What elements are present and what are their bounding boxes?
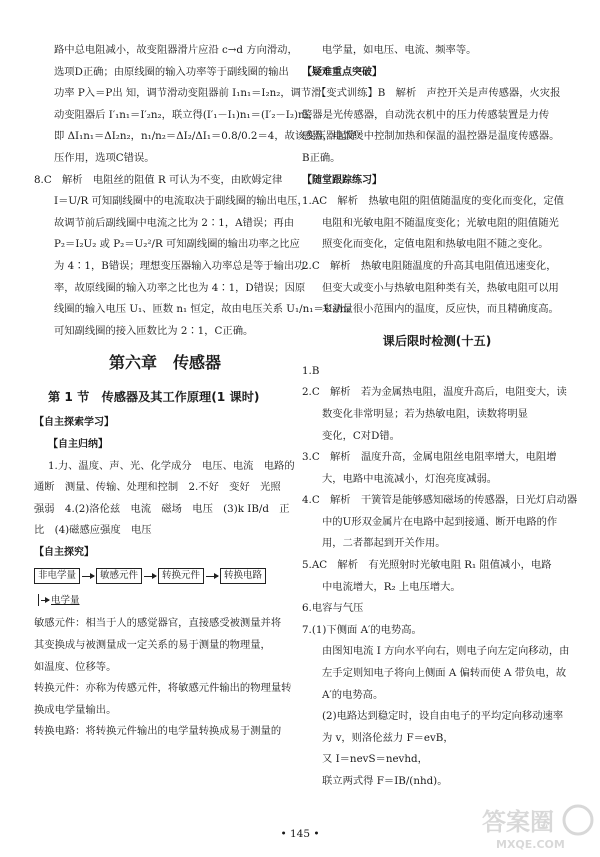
text-line: 7.(1)下侧面 A′的电势高。 (302, 623, 422, 636)
text-line: 强弱 4.(2)洛伦兹 电流 磁场 电压 (3)k IB/d 正 (34, 502, 290, 515)
text-line: 3.C 解析 温度升高，金属电阻丝电阻率增大，电阻增 (302, 451, 557, 464)
text-line: 路中总电阻减小，故变阻器滑片应沿 c→d 方向滑动， (54, 44, 298, 56)
text-line: 线圈的输入电压 U₁、匝数 n₁ 恒定，故由电压关系 U₁/n₁＝U₂/n₂ (54, 303, 351, 316)
text-line: 压作用，选项C错误。 (54, 151, 155, 164)
text-line: A′的电势高。 (322, 688, 384, 701)
chapter-title: 第六章 传感器 (108, 353, 221, 373)
text-line: 即 ΔI₁n₁＝ΔI₂n₂，n₁/n₂＝ΔI₂/ΔI₁＝0.8/0.2＝4，故该变压器起降 (54, 130, 357, 143)
text-line: 换成电学量输出。 (34, 703, 117, 716)
text-line: 【变式训练】B 解析 声控开关是声传感器，火灾报 (316, 87, 561, 100)
arrow-right-icon (206, 576, 218, 577)
bianshi-answer (302, 83, 572, 169)
text-line: 左手定则知电子将向上侧面 A 偏转而使 A 带负电，故 (322, 667, 567, 680)
flow-box-circuit: 转换电路 (220, 568, 266, 584)
page-number: • 145 • (280, 828, 320, 840)
flow-connector (38, 594, 39, 606)
text-line: 选项D正确；由原线圈的输入功率等于副线圈的输出 (54, 65, 289, 78)
text-line: 为 v，则洛伦兹力 F＝evB， (322, 731, 454, 744)
text-line: 1.B (302, 364, 320, 377)
heading-zizhu-tanjiu: 【自主探究】 (34, 546, 94, 558)
text-line: 感器，电饭煲中控制加热和保温的温控器是温度传感器。 (302, 130, 560, 143)
heading-zizhu-tansuo: 【自主探索学习】 (34, 417, 114, 429)
text-line: 但变大或变小与热敏电阻种类有关，热敏电阻可以用 (322, 281, 559, 294)
text-line: 敏感元件：相当于人的感觉器官，直接感受被测量并将 (34, 617, 282, 630)
text-line: 2.C 解析 热敏电阻随温度的升高其电阻值迅速变化， (302, 259, 557, 272)
section-title: 第 1 节 传感器及其工作原理(1 课时) (48, 390, 260, 405)
text-line: 通断 测量、传输、处理和控制 2.不好 变好 光照 (34, 481, 281, 494)
text-line: 可知副线圈的接入匝数比为 2∶1，C正确。 (54, 324, 254, 337)
right-column (302, 40, 578, 793)
text-line: 率，故原线圈的输入功率之比也为 4∶1，D错误；因原 (54, 281, 306, 294)
sensor-flow-diagram (34, 565, 296, 587)
arrow-right-icon (82, 576, 94, 577)
arrow-right-icon (41, 600, 49, 601)
flow-box-sensitive: 敏感元件 (96, 568, 142, 584)
text-line: 其变换成与被测量成一定关系的易于测量的物理量， (34, 639, 271, 652)
text-line: 比 (4)磁感应强度 电压 (34, 524, 152, 537)
text-line: 数变化非常明显；若为热敏电阻，读数将明显 (322, 407, 528, 420)
text-line: P₂＝I₂U₂ 或 P₂＝U₂²/R 可知副线圈的输出功率之比应 (54, 238, 300, 251)
text-line: B正确。 (302, 151, 341, 164)
text-line: 4.C 解析 干簧管是能够感知磁场的传感器，日光灯启动器 (302, 494, 578, 507)
text-line: (2)电路达到稳定时，设自由电子的平均定向移动速率 (322, 710, 564, 723)
text-line: 如温度、位移等。 (34, 660, 117, 673)
watermark-url: MXQE.COM (496, 838, 565, 851)
heading-yinan-tupo: 【疑难重点突破】 (302, 66, 382, 78)
flow-box-input: 非电学量 (34, 568, 80, 584)
jiance-answers (302, 361, 578, 793)
sensor-flow-output (34, 589, 296, 611)
text-line: 又 I＝nevS＝nevhd， (322, 753, 428, 766)
text-line: 8.C 解析 电阻丝的阻值 R 可认为不变，由欧姆定律 (34, 173, 283, 186)
text-line: 转换元件：亦称为传感元件，将敏感元件输出的物理量转 (34, 682, 292, 695)
text-line: 照变化而变化，定值电阻和热敏电阻不随之变化。 (322, 238, 549, 251)
text-line: 大，电路中电流减小，灯泡亮度减弱。 (322, 472, 498, 485)
watermark-text: 答案圈 (482, 808, 554, 836)
text-line: 中电流增大，R₂ 上电压增大。 (322, 580, 461, 593)
text-line: 1.AC 解析 热敏电阻的阻值随温度的变化而变化，定值 (302, 195, 564, 208)
heading-zizhu-guina: 【自主归纳】 (48, 438, 108, 450)
watermark-logo-icon (478, 800, 598, 852)
text-line: 电学量，如电压、电流、频率等。 (322, 44, 477, 56)
text-line: 用，二者都起到开关作用。 (322, 537, 446, 550)
tanjiu-text (34, 613, 296, 743)
text-line: 功率 P入＝P出 知，调节滑动变阻器前 I₁n₁＝I₂n₂，调节滑 (54, 87, 322, 100)
flow-output-label: 电学量 (51, 594, 80, 606)
exercise-title: 课后限时检测(十五) (382, 333, 492, 348)
text-line: 故调节前后副线圈中电流之比为 2∶1，A错误；再由 (54, 216, 295, 229)
text-line: 动变阻器后 I′₁n₁＝I′₂n₂，联立得(I′₁－I₁)n₁＝(I′₂－I₂)n₂， (54, 108, 320, 121)
guina-answers (34, 456, 296, 542)
text-line: 电阻和光敏电阻不随温度变化；光敏电阻的阻值随光 (322, 216, 559, 229)
text-line: 转换电路：将转换元件输出的电学量转换成易于测量的 (34, 725, 282, 738)
text-line: 警器是光传感器，自动洗衣机中的压力传感装置是力传 (302, 108, 550, 121)
suitang-answers (302, 191, 572, 321)
heading-suitang-lianxi: 【随堂跟踪练习】 (302, 174, 382, 186)
text-line: I＝U/R 可知副线圈中的电流取决于副线圈的输出电压， (54, 195, 308, 208)
text-line: 来测量很小范围内的温度，反应快，而且精确度高。 (322, 303, 559, 316)
text-line: 联立两式得 F＝IB/(nhd)。 (322, 775, 448, 787)
flow-box-transducer: 转换元件 (158, 568, 204, 584)
text-line: 1.力、温度、声、光、化学成分 电压、电流 电路的 (48, 459, 295, 472)
text-line: 5.AC 解析 有光照射时光敏电阻 R₁ 阻值减小，电路 (302, 559, 552, 572)
text-line: 6.电容与气压 (302, 602, 364, 615)
text-line: 为 4∶1，B错误；理想变压器输入功率总是等于输出功 (54, 259, 305, 272)
text-line: 中的U形双金属片在电路中起到接通、断开电路的作 (322, 515, 558, 528)
arrow-right-icon (144, 576, 156, 577)
text-line: 由图知电流 I 方向水平向右，则电子向左定向移动，由 (322, 645, 570, 658)
text-line: 2.C 解析 若为金属热电阻，温度升高后，电阻变大，读 (302, 386, 567, 399)
text-line: 变化，C对D错。 (322, 429, 400, 442)
